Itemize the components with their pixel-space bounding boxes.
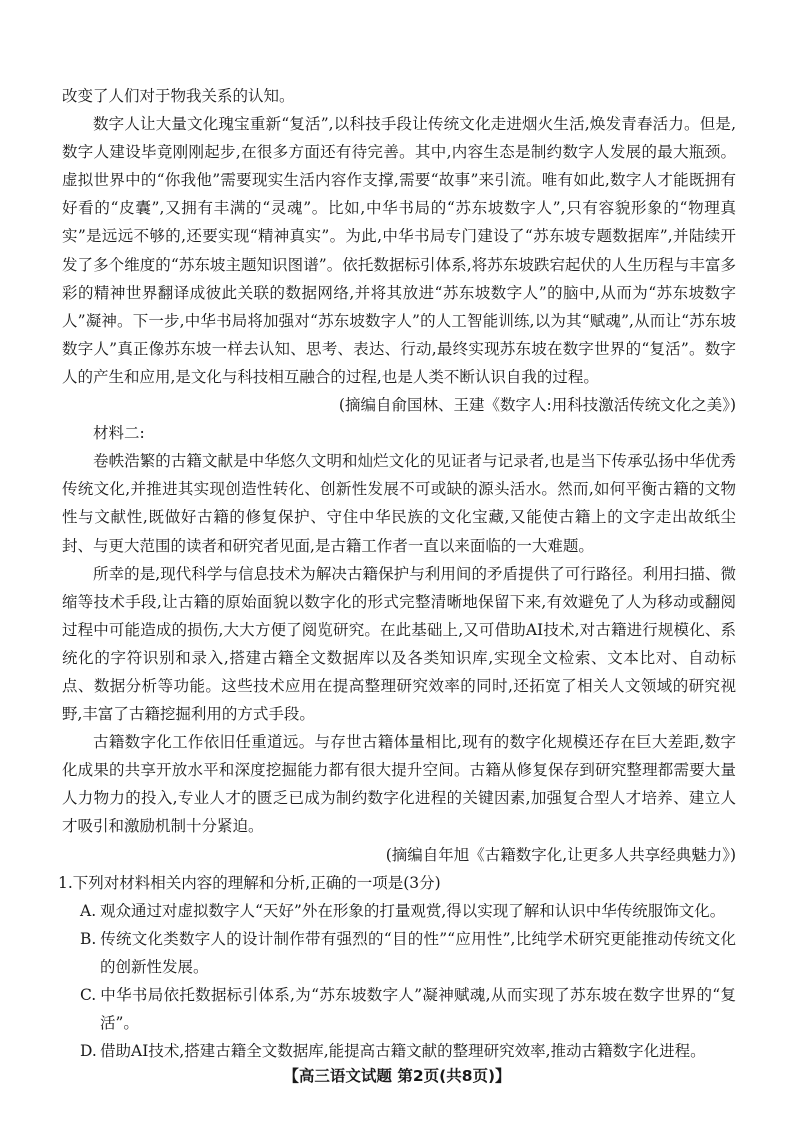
material1-para2: 数字人让大量文化瑰宝重新“复活”,以科技手段让传统文化走进烟火生活,焕发青春活力。但是,数字人建设毕竟刚刚起步,在很多方面还有待完善。其中,内容生态是制约数字人发展的最大瓶颈。虚拟世界中的“你我他”需要现实生活内容作支撑,需要“故事”来引流。唯有如此,数字人才能既拥有好看的“皮囊”,又拥有丰满的“灵魂”。比如,中华书局的“苏东坡数字人”,只有容貌形象的“物理真实”是远远不够的,还要实现“精神真实”。为此,中华书局专门建设了“苏东坡专题数据库”,并陆续开发了多个维度的“苏东坡主题知识图谱”。依托数据标引体系,将苏东坡跌宕起伏的人生历程与丰富多彩的精神世界翻译成彼此关联的数据网络,并将其放进“苏东坡数字人”的脑中,从而为“苏东坡数字人”凝神。下一步,中华书局将加强对“苏东坡数字人”的人工智能训练,以为其“赋魂”,从而让“苏东坡数字人”真正像苏东坡一样去认知、思考、表达、行动,最终实现苏东坡在数字世界的“复活”。数字人的产生和应用,是文化与科技相互融合的过程,也是人类不断认识自我的过程。 xyxy=(62,115,736,386)
question1-option-b xyxy=(62,925,736,981)
option-text: 传统文化类数字人的设计制作带有强烈的“目的性”“应用性”,比纯学术研究更能推动传统文化的创新性发展。 xyxy=(100,929,736,976)
option-text: 借助AI技术,搭建古籍全文数据库,能提高古籍文献的整理研究效率,推动古籍数字化进程。 xyxy=(100,1042,706,1061)
option-letter: B. xyxy=(80,929,97,948)
material2-source: (摘编自年旭《古籍数字化,让更多人共享经典魅力》) xyxy=(385,845,736,864)
material2-para3: 古籍数字化工作依旧任重道远。与存世古籍体量相比,现有的数字化规模还存在巨大差距,数字化成果的共享开放水平和深度挖掘能力都有很大提升空间。古籍从修复保存到研究整理都需要大量人力物力的投入,专业人才的匮乏已成为制约数字化进程的关键因素,加强复合型人才培养、建立人才吸引和激励机制十分紧迫。 xyxy=(62,733,736,836)
material1-source: (摘编自俞国林、王建《数字人:用科技激活传统文化之美》) xyxy=(338,396,736,415)
page-footer: 【高三语文试题 第2页(共8页)】 xyxy=(283,1067,511,1085)
option-letter: D. xyxy=(80,1042,97,1061)
material2-para1: 卷帙浩繁的古籍文献是中华悠久文明和灿烂文化的见证者与记录者,也是当下传承弘扬中华优秀传统文化,并推进其实现创造性转化、创新性发展不可或缺的源头活水。然而,如何平衡古籍的文物性与文献性,既做好古籍的修复保护、守住中华民族的文化宝藏,又能使古籍上的文字走出故纸尘封、与更大范围的读者和研究者见面,是古籍工作者一直以来面临的一大难题。 xyxy=(62,452,736,555)
question1-option-a xyxy=(62,897,736,925)
question1-option-d xyxy=(62,1037,736,1065)
option-letter: A. xyxy=(80,901,97,920)
question1-option-c xyxy=(62,981,736,1037)
material2-heading: 材料二: xyxy=(93,424,145,443)
material2-para2: 所幸的是,现代科学与信息技术为解决古籍保护与利用间的矛盾提供了可行路径。利用扫描、微缩等技术手段,让古籍的原始面貌以数字化的形式完整清晰地保留下来,有效避免了人为移动或翻阅过程中可能造成的损伤,大大方便了阅览研究。在此基础上,又可借助AI技术,对古籍进行规模化、系统化的字符识别和录入,搭建古籍全文数据库以及各类知识库,实现全文检索、文本比对、自动标点、数据分析等功能。这些技术应用在提高整理研究效率的同时,还拓宽了相关人文领域的研究视野,丰富了古籍挖掘利用的方式手段。 xyxy=(62,564,736,724)
document-body xyxy=(58,82,736,1065)
option-letter: C. xyxy=(80,986,97,1004)
option-text: 中华书局依托数据标引体系,为“苏东坡数字人”凝神赋魂,从而实现了苏东坡在数字世界的“复活”。 xyxy=(100,986,736,1033)
question1-stem: 1.下列对材料相关内容的理解和分析,正确的一项是(3分) xyxy=(58,873,441,892)
option-text: 观众通过对虚拟数字人“天好”外在形象的打量观赏,得以实现了解和认识中华传统服饰文化。 xyxy=(100,901,726,920)
material1-para-continue: 改变了人们对于物我关系的认知。 xyxy=(62,87,295,105)
